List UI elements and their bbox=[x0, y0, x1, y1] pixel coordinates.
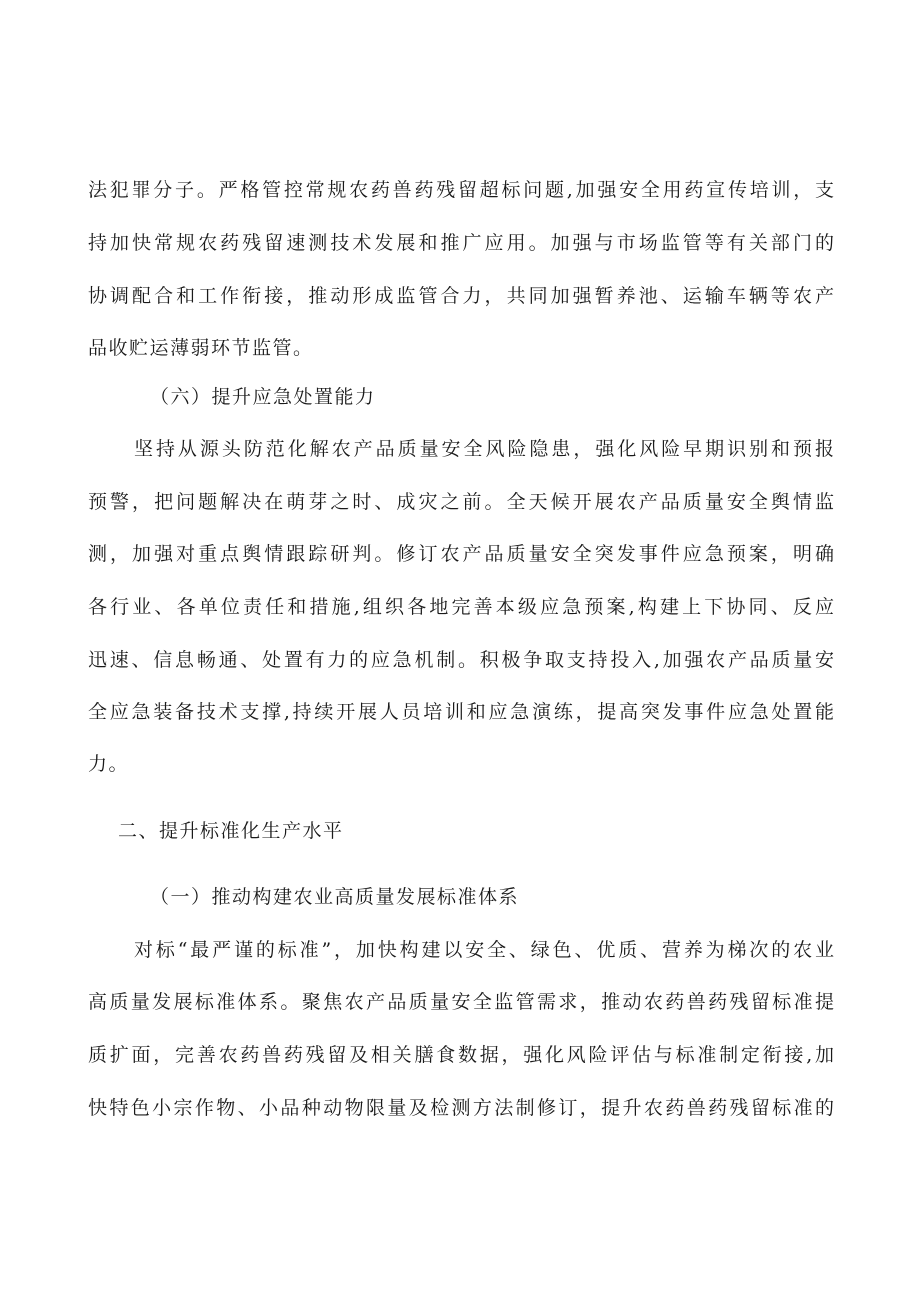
paragraph-line: 各行业、各单位责任和措施,组织各地完善本级应急预案,构建上下协同、反应 bbox=[88, 596, 834, 618]
paragraph-line: 高质量发展标准体系。聚焦农产品质量安全监管需求，推动农药兽药残留标准提 bbox=[88, 991, 834, 1013]
paragraph-line: 全应急装备技术支撑,持续开展人员培训和应急演练，提高突发事件应急处置能 bbox=[88, 701, 834, 723]
paragraph-line: 质扩面，完善农药兽药残留及相关膳食数据，强化风险评估与标准制定衔接,加 bbox=[88, 1044, 834, 1066]
paragraph-line: 持加快常规农药残留速测技术发展和推广应用。加强与市场监管等有关部门的 bbox=[88, 232, 834, 254]
paragraph-line: 迅速、信息畅通、处置有力的应急机制。积极争取支持投入,加强农产品质量安 bbox=[88, 649, 834, 671]
paragraph-line: 预警，把问题解决在萌芽之时、成灾之前。全天候开展农产品质量安全舆情监 bbox=[88, 491, 834, 513]
paragraph-line: 法犯罪分子。严格管控常规农药兽药残留超标问题,加强安全用药宣传培训，支 bbox=[88, 179, 834, 201]
section-heading: 二、提升标准化生产水平 bbox=[118, 820, 344, 842]
paragraph-line: 品收贮运薄弱环节监管。 bbox=[88, 337, 314, 359]
paragraph-first-line: 对标“最严谨的标准”，加快构建以安全、绿色、优质、营养为梯次的农业 bbox=[134, 939, 834, 961]
paragraph-first-line: 坚持从源头防范化解农产品质量安全风险隐患，强化风险早期识别和预报 bbox=[134, 438, 834, 460]
paragraph-line: 协调配合和工作衔接，推动形成监管合力，共同加强暂养池、运输车辆等农产 bbox=[88, 285, 834, 307]
paragraph-line: 力。 bbox=[88, 753, 130, 775]
subsection-heading: （一）推动构建农业高质量发展标准体系 bbox=[150, 886, 520, 908]
paragraph-line: 快特色小宗作物、小品种动物限量及检测方法制修订，提升农药兽药残留标准的 bbox=[88, 1097, 834, 1119]
subsection-heading: （六）提升应急处置能力 bbox=[150, 386, 376, 408]
paragraph-line: 测，加强对重点舆情跟踪研判。修订农产品质量安全突发事件应急预案，明确 bbox=[88, 543, 834, 565]
